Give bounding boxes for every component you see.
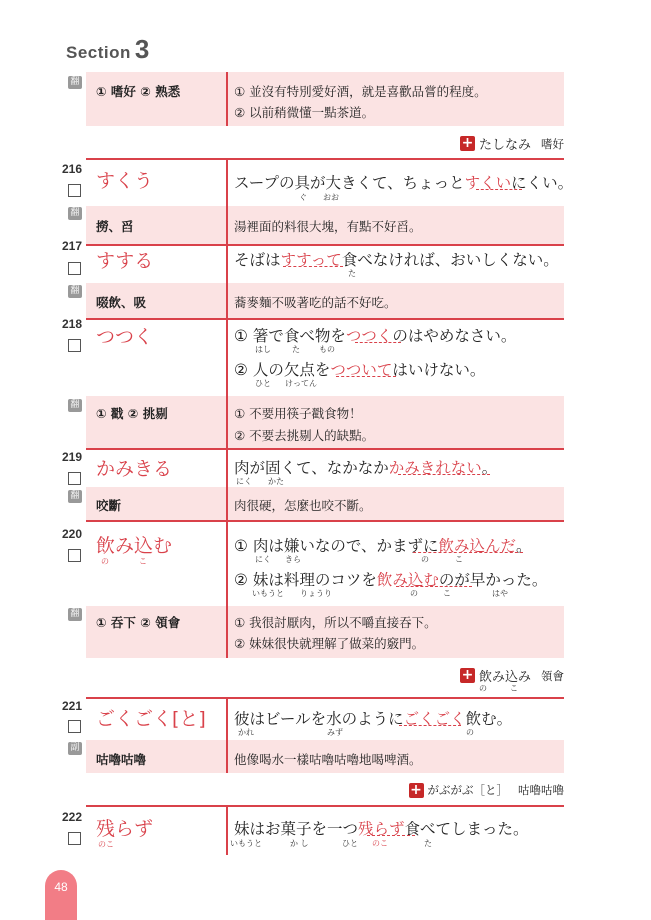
entry-number: 221: [62, 699, 83, 713]
page-number: 48: [45, 870, 77, 920]
gloss: ① 戳 ② 挑剔: [96, 406, 168, 421]
checkbox[interactable]: [68, 549, 81, 562]
section-header: [66, 34, 149, 65]
furigana: はし: [255, 345, 271, 354]
note-word: 飲み込み: [478, 670, 531, 685]
furigana: の: [466, 728, 474, 737]
furigana: ひと: [342, 839, 358, 848]
furigana: もの: [319, 345, 335, 354]
entry-number: 218: [62, 317, 83, 331]
column-divider: [226, 487, 228, 520]
furigana: の: [421, 555, 429, 564]
furigana: こ: [455, 555, 463, 564]
checkbox[interactable]: [68, 472, 81, 485]
furigana: のこ: [98, 840, 114, 849]
furigana: の: [101, 557, 109, 566]
section-label: Section: [66, 43, 131, 62]
entry-rule: [86, 318, 564, 320]
entry-number: 216: [62, 162, 83, 176]
underline: [283, 266, 343, 267]
gloss: 咕嚕咕嚕: [96, 752, 147, 767]
checkbox[interactable]: [68, 832, 81, 845]
underline: [367, 835, 415, 836]
note-word: たしなみ: [478, 138, 531, 153]
furigana: みず: [327, 728, 343, 737]
section-number: 3: [134, 34, 150, 64]
entry-rule: [86, 448, 564, 450]
meaning-icon: 翻: [68, 608, 82, 621]
translation: 蕎麥麵不吸著吃的話不好吃。: [234, 295, 397, 310]
meaning-icon: 翻: [68, 76, 82, 89]
underline: [336, 376, 396, 377]
column-divider: [226, 807, 228, 855]
meaning-icon: 翻: [68, 207, 82, 220]
vocab-word: ごくごく[と]: [96, 708, 206, 730]
note-meaning: 領會: [541, 668, 564, 683]
gloss: ① 嗜好 ② 熟悉: [96, 84, 181, 99]
entry-number: 217: [62, 239, 83, 253]
example-sentence: スープの具が大きくて、ちょっとすくいにくい。: [234, 174, 574, 192]
furigana: りょうり: [300, 589, 332, 598]
column-divider: [226, 606, 228, 658]
checkbox[interactable]: [68, 262, 81, 275]
column-divider: [226, 206, 228, 244]
furigana: こ: [139, 557, 147, 566]
furigana: けってん: [285, 379, 317, 388]
column-divider: [226, 740, 228, 773]
furigana: た: [424, 839, 432, 848]
translation: ① 並沒有特別愛好酒，就是喜歡品嘗的程度。: [234, 84, 487, 99]
translation: ② 妹妹很快就理解了做菜的竅門。: [234, 636, 425, 651]
vocab-word: 飲み込む: [96, 535, 173, 557]
translation: ① 我很討厭肉，所以不嚼直接吞下。: [234, 615, 437, 630]
column-divider: [226, 283, 228, 318]
underline: [398, 474, 490, 475]
furigana: はや: [492, 589, 508, 598]
furigana: いもうと: [252, 589, 284, 598]
furigana: ひと: [255, 379, 271, 388]
translation: 他像喝水一樣咕嚕咕嚕地喝啤酒。: [234, 752, 422, 767]
column-divider: [226, 396, 228, 448]
column-divider: [226, 72, 228, 126]
furigana: ぐ: [299, 193, 307, 202]
furigana: おお: [323, 193, 339, 202]
furigana: た: [292, 345, 300, 354]
entry-rule: [86, 805, 564, 807]
entry-rule: [86, 697, 564, 699]
furigana: いもうと: [230, 839, 262, 848]
furigana: きら: [285, 555, 301, 564]
gloss: 撈、舀: [96, 219, 134, 234]
example-sentence: ① 箸で食べ物をつつくのはやめなさい。: [234, 327, 517, 345]
underline: [396, 586, 472, 587]
entry-number: 222: [62, 810, 83, 824]
translation: ② 不要去挑剔人的缺點。: [234, 428, 375, 443]
underline: [355, 342, 401, 343]
furigana: かた: [268, 477, 284, 486]
translation: 湯裡面的料很大塊，有點不好舀。: [234, 219, 422, 234]
entry-number: 220: [62, 527, 83, 541]
gloss: 咬斷: [96, 498, 122, 513]
related-note: [409, 782, 565, 798]
related-note: [460, 134, 564, 153]
translation: ② 以前稍微懂一點茶道。: [234, 105, 375, 120]
example-sentence: ② 妹は料理のコツを飲み込むのが早かった。: [234, 571, 548, 589]
example-sentence: そばはすすって食べなければ、おいしくない。: [234, 251, 559, 269]
example-sentence: 彼はビールを水のようにごくごく飲む。: [234, 710, 513, 728]
furigana: の: [479, 684, 487, 693]
meaning-icon: 翻: [68, 399, 82, 412]
furigana: か し: [290, 839, 309, 848]
meaning-icon: 翻: [68, 285, 82, 298]
furigana: の: [410, 589, 418, 598]
furigana: にく: [255, 555, 271, 564]
underline: [413, 552, 523, 553]
vocab-word: つつく: [96, 326, 154, 348]
translation: ① 不要用筷子戳食物！: [234, 406, 362, 421]
vocab-word: すくう: [96, 170, 154, 192]
furigana: のこ: [372, 839, 388, 848]
entry-number: 219: [62, 450, 83, 464]
furigana: た: [348, 269, 356, 278]
example-sentence: ① 肉は嫌いなので、かまずに飲み込んだ。: [234, 537, 532, 555]
meaning-icon: 副: [68, 742, 82, 755]
note-word: がぶがぶ［と］: [427, 783, 508, 797]
entry-rule: [86, 520, 564, 522]
meaning-icon: 翻: [68, 490, 82, 503]
furigana: にく: [236, 477, 252, 486]
vocab-word: かみきる: [96, 458, 173, 480]
note-meaning: 嗜好: [541, 136, 564, 151]
entry-rule: [86, 158, 564, 160]
furigana: こ: [510, 684, 518, 693]
example-sentence: 妹はお菓子を一つ残らず食べてしまった。: [234, 820, 529, 838]
furigana: こ: [443, 589, 451, 598]
example-sentence: ② 人の欠点をつついてはいけない。: [234, 361, 486, 379]
checkbox[interactable]: [68, 184, 81, 197]
furigana: かれ: [238, 728, 254, 737]
entry-rule: [86, 244, 564, 246]
checkbox[interactable]: [68, 339, 81, 352]
underline: [476, 189, 522, 190]
vocab-word: すする: [96, 250, 154, 272]
checkbox[interactable]: [68, 720, 81, 733]
plus-icon: +: [461, 135, 474, 151]
gloss: ① 吞下 ② 領會: [96, 615, 181, 630]
note-meaning: 咕嚕咕嚕: [518, 783, 564, 797]
vocab-word: 残らず: [96, 818, 154, 840]
example-sentence: 肉が固くて、なかなかかみきれない。: [234, 459, 498, 477]
gloss: 啜飲、吸: [96, 295, 147, 310]
plus-icon: +: [461, 667, 474, 683]
translation: 肉很硬，怎麼也咬不斷。: [234, 498, 372, 513]
underline: [399, 725, 461, 726]
plus-icon: +: [410, 781, 422, 798]
